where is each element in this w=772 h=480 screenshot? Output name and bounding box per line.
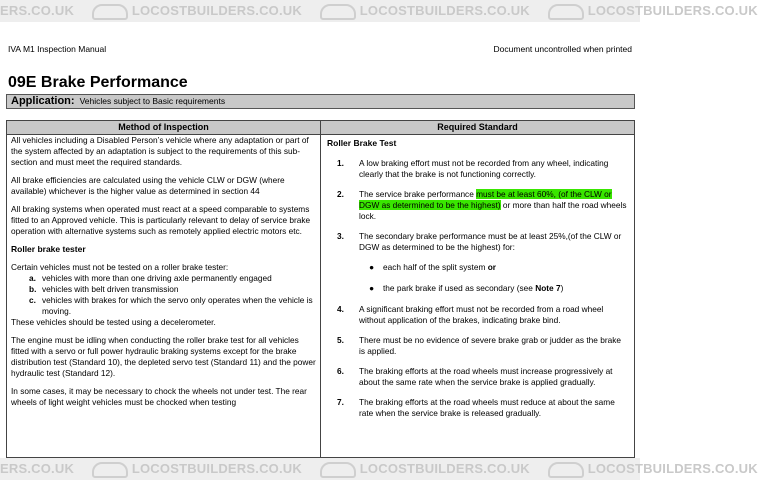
car-logo-icon <box>548 462 584 478</box>
car-logo-icon <box>320 4 356 20</box>
watermark-text: LOCOSTBUILDERS.CO.UK <box>359 461 530 476</box>
method-header: Method of Inspection <box>7 121 320 135</box>
standard-item: 4. A significant braking effort must not be recorded from a road wheel without application of the brakes, indicating brake bind. <box>337 304 604 325</box>
car-logo-icon <box>548 4 584 20</box>
method-paragraph: All braking systems when operated must react at a speed comparable to systems fitted to an Approved vehicle. This is particularly relevant to delay of service brake operation with alternative systems such as remotely applied electric motors etc. <box>11 204 311 236</box>
list-item: a. vehicles with more than one driving axle permanently engaged <box>29 273 272 283</box>
standard-column <box>321 121 634 457</box>
method-paragraph: The engine must be idling when conducting the roller brake test for all vehicles fitted with a servo or full power hydraulic braking systems except for the brake distribution test (Standard 10), the depleted servo test (Standard 11) and the power hydraulic test (Standard 12). <box>11 335 316 378</box>
manual-header: IVA M1 Inspection Manual <box>8 44 107 54</box>
method-paragraph: All brake efficiencies are calculated using the vehicle CLW or DGW (where available) whichever is the higher value as determined in section 44 <box>11 175 285 196</box>
roller-brake-test-heading: Roller Brake Test <box>327 138 397 148</box>
method-paragraph: These vehicles should be tested using a decelerometer. <box>11 317 216 327</box>
watermark-text: LOCOSTBUILDERS.CO.UK <box>131 461 302 476</box>
list-item: c. vehicles with brakes for which the servo only operates when the vehicle is moving. <box>29 295 313 316</box>
standard-item: 7. The braking efforts at the road wheels must reduce at about the same rate when the service brake is released gradually. <box>337 397 615 418</box>
uncontrolled-notice: Document uncontrolled when printed <box>493 44 632 54</box>
bullet-item: ● the park brake if used as secondary (see Note 7) <box>369 283 564 293</box>
watermark-bottom <box>0 458 758 480</box>
watermark-text: LOCOSTBUILDERS.CO.UK <box>131 3 302 18</box>
method-paragraph: Certain vehicles must not be tested on a roller brake tester: <box>11 262 229 272</box>
section-title: 09E Brake Performance <box>8 74 188 91</box>
watermark-text: LOCOSTBUILDERS.CO.UK <box>587 461 758 476</box>
application-text: Vehicles subject to Basic requirements <box>79 96 226 106</box>
exclusion-list <box>11 273 317 317</box>
watermark-text: LOCOSTBUILDERS.CO.UK <box>587 3 758 18</box>
car-logo-icon <box>92 4 128 20</box>
highlighted-text: must be at least 60%, (of the CLW or DGW as determined to be the highest) <box>359 189 612 210</box>
standard-item: 1. A low braking effort must not be recorded from any wheel, indicating clearly that the brake is not functioning correctly. <box>337 158 609 179</box>
roller-brake-tester-heading: Roller brake tester <box>11 244 86 254</box>
bullet-item: ● each half of the split system or <box>369 262 496 272</box>
standard-item: 6. The braking efforts at the road wheels must increase progressively at about the same rate when the service brake is applied gradually. <box>337 366 613 387</box>
standard-item: 2. The service brake performance must be at least 60%, (of the CLW or DGW as determined to be the highest) or more than half the road wheels lock. <box>337 189 627 221</box>
watermark-text: ERS.CO.UK <box>0 3 75 18</box>
application-label: Application: <box>11 95 75 107</box>
list-item: b. vehicles with belt driven transmission <box>29 284 179 294</box>
watermark-top <box>0 0 758 22</box>
car-logo-icon <box>92 462 128 478</box>
method-paragraph: In some cases, it may be necessary to chock the wheels not under test. The rear wheels of light weight vehicles must be chocked when testing <box>11 386 307 407</box>
application-bar <box>6 94 635 109</box>
method-column <box>7 121 321 457</box>
watermark-text: ERS.CO.UK <box>0 461 75 476</box>
standard-item: 5. There must be no evidence of severe brake grab or judder as the brake is applied. <box>337 335 621 356</box>
standard-header: Required Standard <box>321 121 634 135</box>
inspection-table <box>6 120 635 458</box>
standard-item: 3. The secondary brake performance must be at least 25%,(of the CLW or DGW as determined to be the highest) for: <box>337 231 622 252</box>
car-logo-icon <box>320 462 356 478</box>
method-paragraph: All vehicles including a Disabled Person’s vehicle where any adaptation or part of the system affected by an adaptation is subject to the requirements of this sub-section and must meet the required standards. <box>11 135 309 167</box>
watermark-text: LOCOSTBUILDERS.CO.UK <box>359 3 530 18</box>
